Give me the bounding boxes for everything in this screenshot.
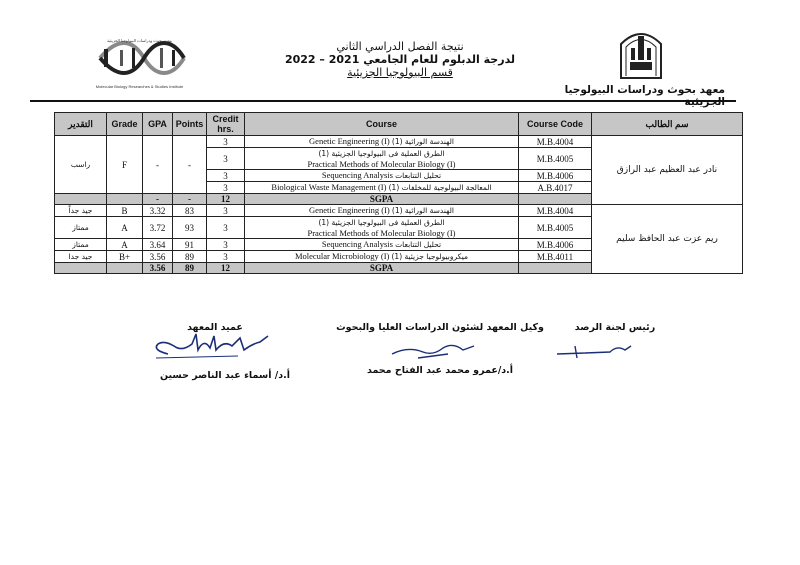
- sgpa-points: -: [173, 194, 207, 205]
- points-cell: 93: [173, 217, 207, 239]
- credit-cell: 3: [207, 217, 245, 239]
- course-en: Biological Waste Management (I): [271, 182, 387, 192]
- course-code-cell: M.B.4005: [519, 217, 592, 239]
- committee-head-signature: [555, 340, 635, 362]
- sgpa-label: SGPA: [245, 194, 519, 205]
- header-student-name: سم الطالب: [592, 113, 743, 136]
- table-row: [55, 205, 743, 217]
- sgpa-credit: 12: [207, 194, 245, 205]
- sgpa-gpa: -: [143, 194, 173, 205]
- course-en: Sequencing Analysis: [321, 239, 393, 249]
- course-code-cell: M.B.4005: [519, 148, 592, 170]
- course-ar: تحليل التتابعات: [395, 240, 442, 249]
- sgpa-label: SGPA: [245, 263, 519, 274]
- gpa-cell: -: [143, 136, 173, 194]
- course-en: Genetic Engineering (I): [309, 136, 390, 146]
- course-cell: [245, 148, 519, 170]
- points-cell: 83: [173, 205, 207, 217]
- grade-cell: B: [107, 205, 143, 217]
- university-emblem: [616, 22, 666, 80]
- course-cell: [245, 170, 519, 182]
- credit-cell: 3: [207, 251, 245, 263]
- dean-label: عميد المعهد: [187, 322, 243, 333]
- table-header-row: [55, 113, 743, 136]
- header-grade-ar: التقدير: [55, 113, 107, 136]
- header-credit: Credit hrs.: [207, 113, 245, 136]
- vice-dean-label: وكيل المعهد لشئون الدراسات العليا والبحوث: [336, 322, 544, 333]
- points-cell: -: [173, 136, 207, 194]
- grade-ar-cell: راسب: [55, 136, 107, 194]
- course-cell: [245, 205, 519, 217]
- emblem-icon: [616, 22, 666, 80]
- course-code-cell: M.B.4004: [519, 205, 592, 217]
- credit-cell: 3: [207, 136, 245, 148]
- logo-english-text: Molecular Biology Researches & Studies Institute: [95, 84, 184, 89]
- header-grade: Grade: [107, 113, 143, 136]
- title-line-1: نتيجة الفصل الدراسي الثاني: [336, 40, 464, 53]
- table-row: [55, 136, 743, 148]
- credit-cell: 3: [207, 182, 245, 194]
- header-gpa: GPA: [143, 113, 173, 136]
- grade-cell: B+: [107, 251, 143, 263]
- header-points: Points: [173, 113, 207, 136]
- course-en: Practical Methods of Molecular Biology (I): [307, 158, 456, 169]
- header-course: Course: [245, 113, 519, 136]
- course-ar: تحليل التتابعات: [395, 171, 442, 180]
- header-course-code: Course Code: [519, 113, 592, 136]
- grade-ar-cell: ممتاز: [55, 217, 107, 239]
- gpa-cell: 3.56: [143, 251, 173, 263]
- sgpa-points: 89: [173, 263, 207, 274]
- course-code-cell: A.B.4017: [519, 182, 592, 194]
- sgpa-empty-cell: [55, 194, 107, 205]
- header-divider: [30, 100, 736, 102]
- course-ar: الهندسة الوراثية (1): [391, 137, 454, 146]
- gpa-cell: 3.72: [143, 217, 173, 239]
- gpa-cell: 3.64: [143, 239, 173, 251]
- points-cell: 91: [173, 239, 207, 251]
- course-code-cell: M.B.4011: [519, 251, 592, 263]
- course-en: Practical Methods of Molecular Biology (I): [307, 227, 456, 238]
- sgpa-empty-cell: [107, 194, 143, 205]
- grade-cell: F: [107, 136, 143, 194]
- course-ar: المعالجة البيولوجية للمخلفات (1): [388, 183, 492, 192]
- course-en: Molecular Microbiology (I): [294, 251, 390, 261]
- title-line-2: لدرجة الدبلوم للعام الجامعي 2021 – 2022: [284, 53, 516, 66]
- course-en: Sequencing Analysis: [321, 170, 393, 180]
- grade-ar-cell: جيد جداً: [55, 205, 107, 217]
- sgpa-credit: 12: [207, 263, 245, 274]
- sgpa-gpa: 3.56: [143, 263, 173, 274]
- course-cell: [245, 136, 519, 148]
- course-cell: [245, 251, 519, 263]
- course-code-cell: M.B.4006: [519, 170, 592, 182]
- results-table: [54, 112, 743, 274]
- course-cell: [245, 217, 519, 239]
- course-code-cell: M.B.4006: [519, 239, 592, 251]
- points-cell: 89: [173, 251, 207, 263]
- course-code-cell: M.B.4004: [519, 136, 592, 148]
- grade-ar-cell: ممتاز: [55, 239, 107, 251]
- sgpa-empty-cell: [55, 263, 107, 274]
- institute-name: معهد بحوث ودراسات البيولوجيا الجزيئية: [564, 84, 725, 108]
- credit-cell: 3: [207, 148, 245, 170]
- course-cell: [245, 239, 519, 251]
- sgpa-empty-cell: [519, 194, 592, 205]
- student-name: نادر عبد العظيم عبد الرازق: [592, 136, 743, 205]
- student-name: ريم عزت عبد الحافظ سليم: [592, 205, 743, 274]
- credit-cell: 3: [207, 239, 245, 251]
- committee-head-label: رئيس لجنة الرصد: [574, 322, 656, 333]
- sgpa-empty-cell: [519, 263, 592, 274]
- sgpa-empty-cell: [107, 263, 143, 274]
- grade-ar-cell: جيد جدا: [55, 251, 107, 263]
- credit-cell: 3: [207, 170, 245, 182]
- logo-arabic-text: معهد بحوث ودراسات البيولوجيا الجزيئية: [107, 38, 172, 43]
- dean-name: أ.د/ أسماء عبد الناصر حسين: [160, 370, 290, 381]
- grade-cell: A: [107, 217, 143, 239]
- course-ar: الطرق العملية فى البيولوجيا الجزيئية (1): [318, 148, 445, 158]
- title-line-3: قسم البيولوجيا الجزيئية: [347, 66, 453, 79]
- course-en: Genetic Engineering (I): [309, 205, 390, 215]
- page-title: [230, 40, 570, 79]
- gpa-cell: 3.32: [143, 205, 173, 217]
- course-cell: [245, 182, 519, 194]
- course-ar: الطرق العملية فى البيولوجيا الجزيئية (1): [318, 217, 445, 227]
- course-ar: الهندسة الوراثية (1): [391, 206, 454, 215]
- course-ar: ميكروبيولوجيا جزيئية (1): [391, 252, 469, 261]
- grade-cell: A: [107, 239, 143, 251]
- institute-logo: [72, 36, 207, 96]
- vice-dean-signature: [388, 338, 478, 362]
- credit-cell: 3: [207, 205, 245, 217]
- dean-signature: [148, 330, 274, 368]
- vice-dean-name: أ.د/عمرو محمد عبد الفتاح محمد: [366, 365, 514, 376]
